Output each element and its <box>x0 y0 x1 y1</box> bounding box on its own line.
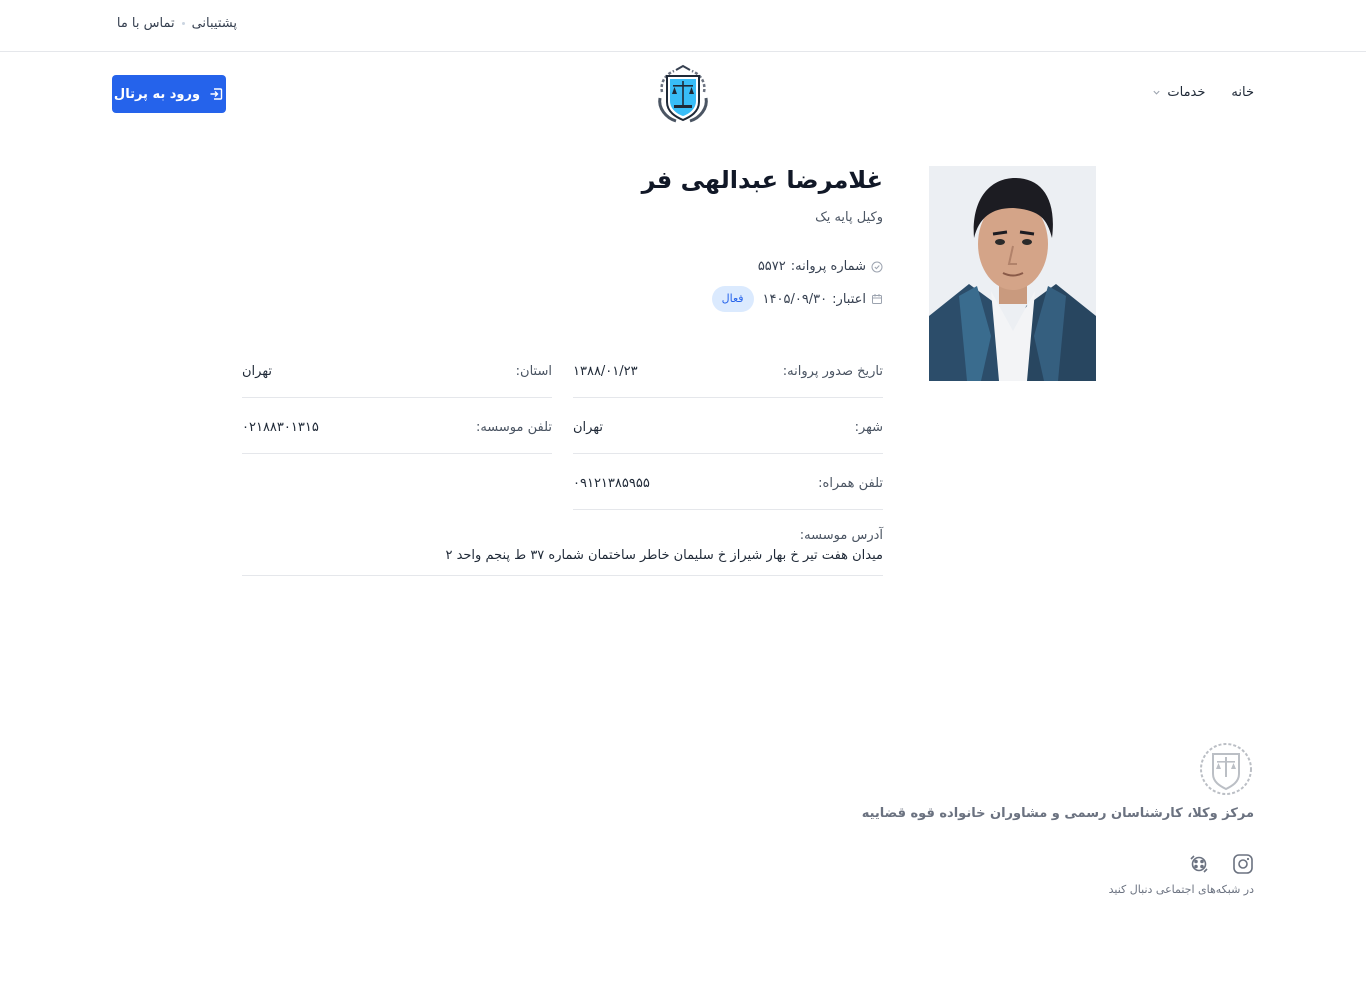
lawyer-rank: وکیل پایه یک <box>815 210 883 225</box>
issue-date-label: تاریخ صدور پروانه: <box>782 364 883 379</box>
top-bar <box>0 0 1366 52</box>
instagram-icon[interactable] <box>1232 853 1254 875</box>
license-label: شماره پروانه: <box>790 259 866 274</box>
address-field <box>242 526 883 576</box>
validity-row <box>712 286 883 312</box>
nav-home[interactable]: خانه <box>1231 85 1254 100</box>
city-value: تهران <box>573 420 603 435</box>
office-phone-value: ۰۲۱۸۸۳۰۱۳۱۵ <box>242 420 319 435</box>
validity-date: ۱۴۰۵/۰۹/۳۰ <box>762 291 828 307</box>
portrait-image <box>929 166 1096 381</box>
footer-title: مرکز وکلا، کارشناسان رسمی و مشاوران خانواده قوه قضاییه <box>861 806 1254 821</box>
office-phone-field <box>242 412 552 454</box>
calendar-icon <box>871 293 883 305</box>
validity-label: اعتبار: <box>832 291 866 307</box>
office-phone-label: تلفن موسسه: <box>475 420 552 435</box>
mobile-value: ۰۹۱۲۱۳۸۵۹۵۵ <box>573 476 650 491</box>
province-label: استان: <box>515 364 552 379</box>
main-header <box>0 52 1366 134</box>
mobile-label: تلفن همراه: <box>818 476 883 491</box>
city-field <box>573 412 883 454</box>
nav-services[interactable] <box>1152 85 1205 100</box>
judiciary-logo[interactable] <box>652 64 714 126</box>
province-value: تهران <box>242 364 272 379</box>
contact-link[interactable]: تماس با ما <box>116 16 175 31</box>
license-number: ۵۵۷۲ <box>757 259 786 274</box>
portal-login-label: ورود به پرتال <box>113 86 201 102</box>
portal-login-button[interactable] <box>112 75 226 113</box>
separator-dot <box>182 22 185 25</box>
social-follow-text: در شبکه‌های اجتماعی دنبال کنید <box>1108 883 1254 896</box>
footer-emblem-icon <box>1199 742 1253 796</box>
check-circle-icon <box>871 261 883 273</box>
lawyer-photo <box>929 166 1096 381</box>
address-value: میدان هفت تیر خ بهار شیراز خ سلیمان خاطر ساختمان شماره ۳۷ ط پنجم واحد ۲ <box>445 548 883 563</box>
lawyer-name: غلامرضا عبدالهی فر <box>641 166 883 194</box>
address-label: آدرس موسسه: <box>799 528 883 543</box>
mobile-field <box>573 468 883 510</box>
nav-services-label: خدمات <box>1167 85 1206 100</box>
license-row <box>758 259 883 274</box>
issue-date-value: ۱۳۸۸/۰۱/۲۳ <box>573 364 638 379</box>
support-link[interactable]: پشتیبانی <box>191 16 237 31</box>
chevron-down-icon <box>1152 88 1161 97</box>
city-label: شهر: <box>854 420 883 435</box>
aparat-icon[interactable] <box>1188 853 1210 875</box>
login-icon <box>208 86 224 102</box>
province-field <box>242 356 552 398</box>
main-nav <box>1152 85 1254 100</box>
social-links <box>1188 853 1254 875</box>
top-links <box>117 16 237 31</box>
issue-date-field <box>573 356 883 398</box>
status-badge: فعال <box>712 286 754 312</box>
